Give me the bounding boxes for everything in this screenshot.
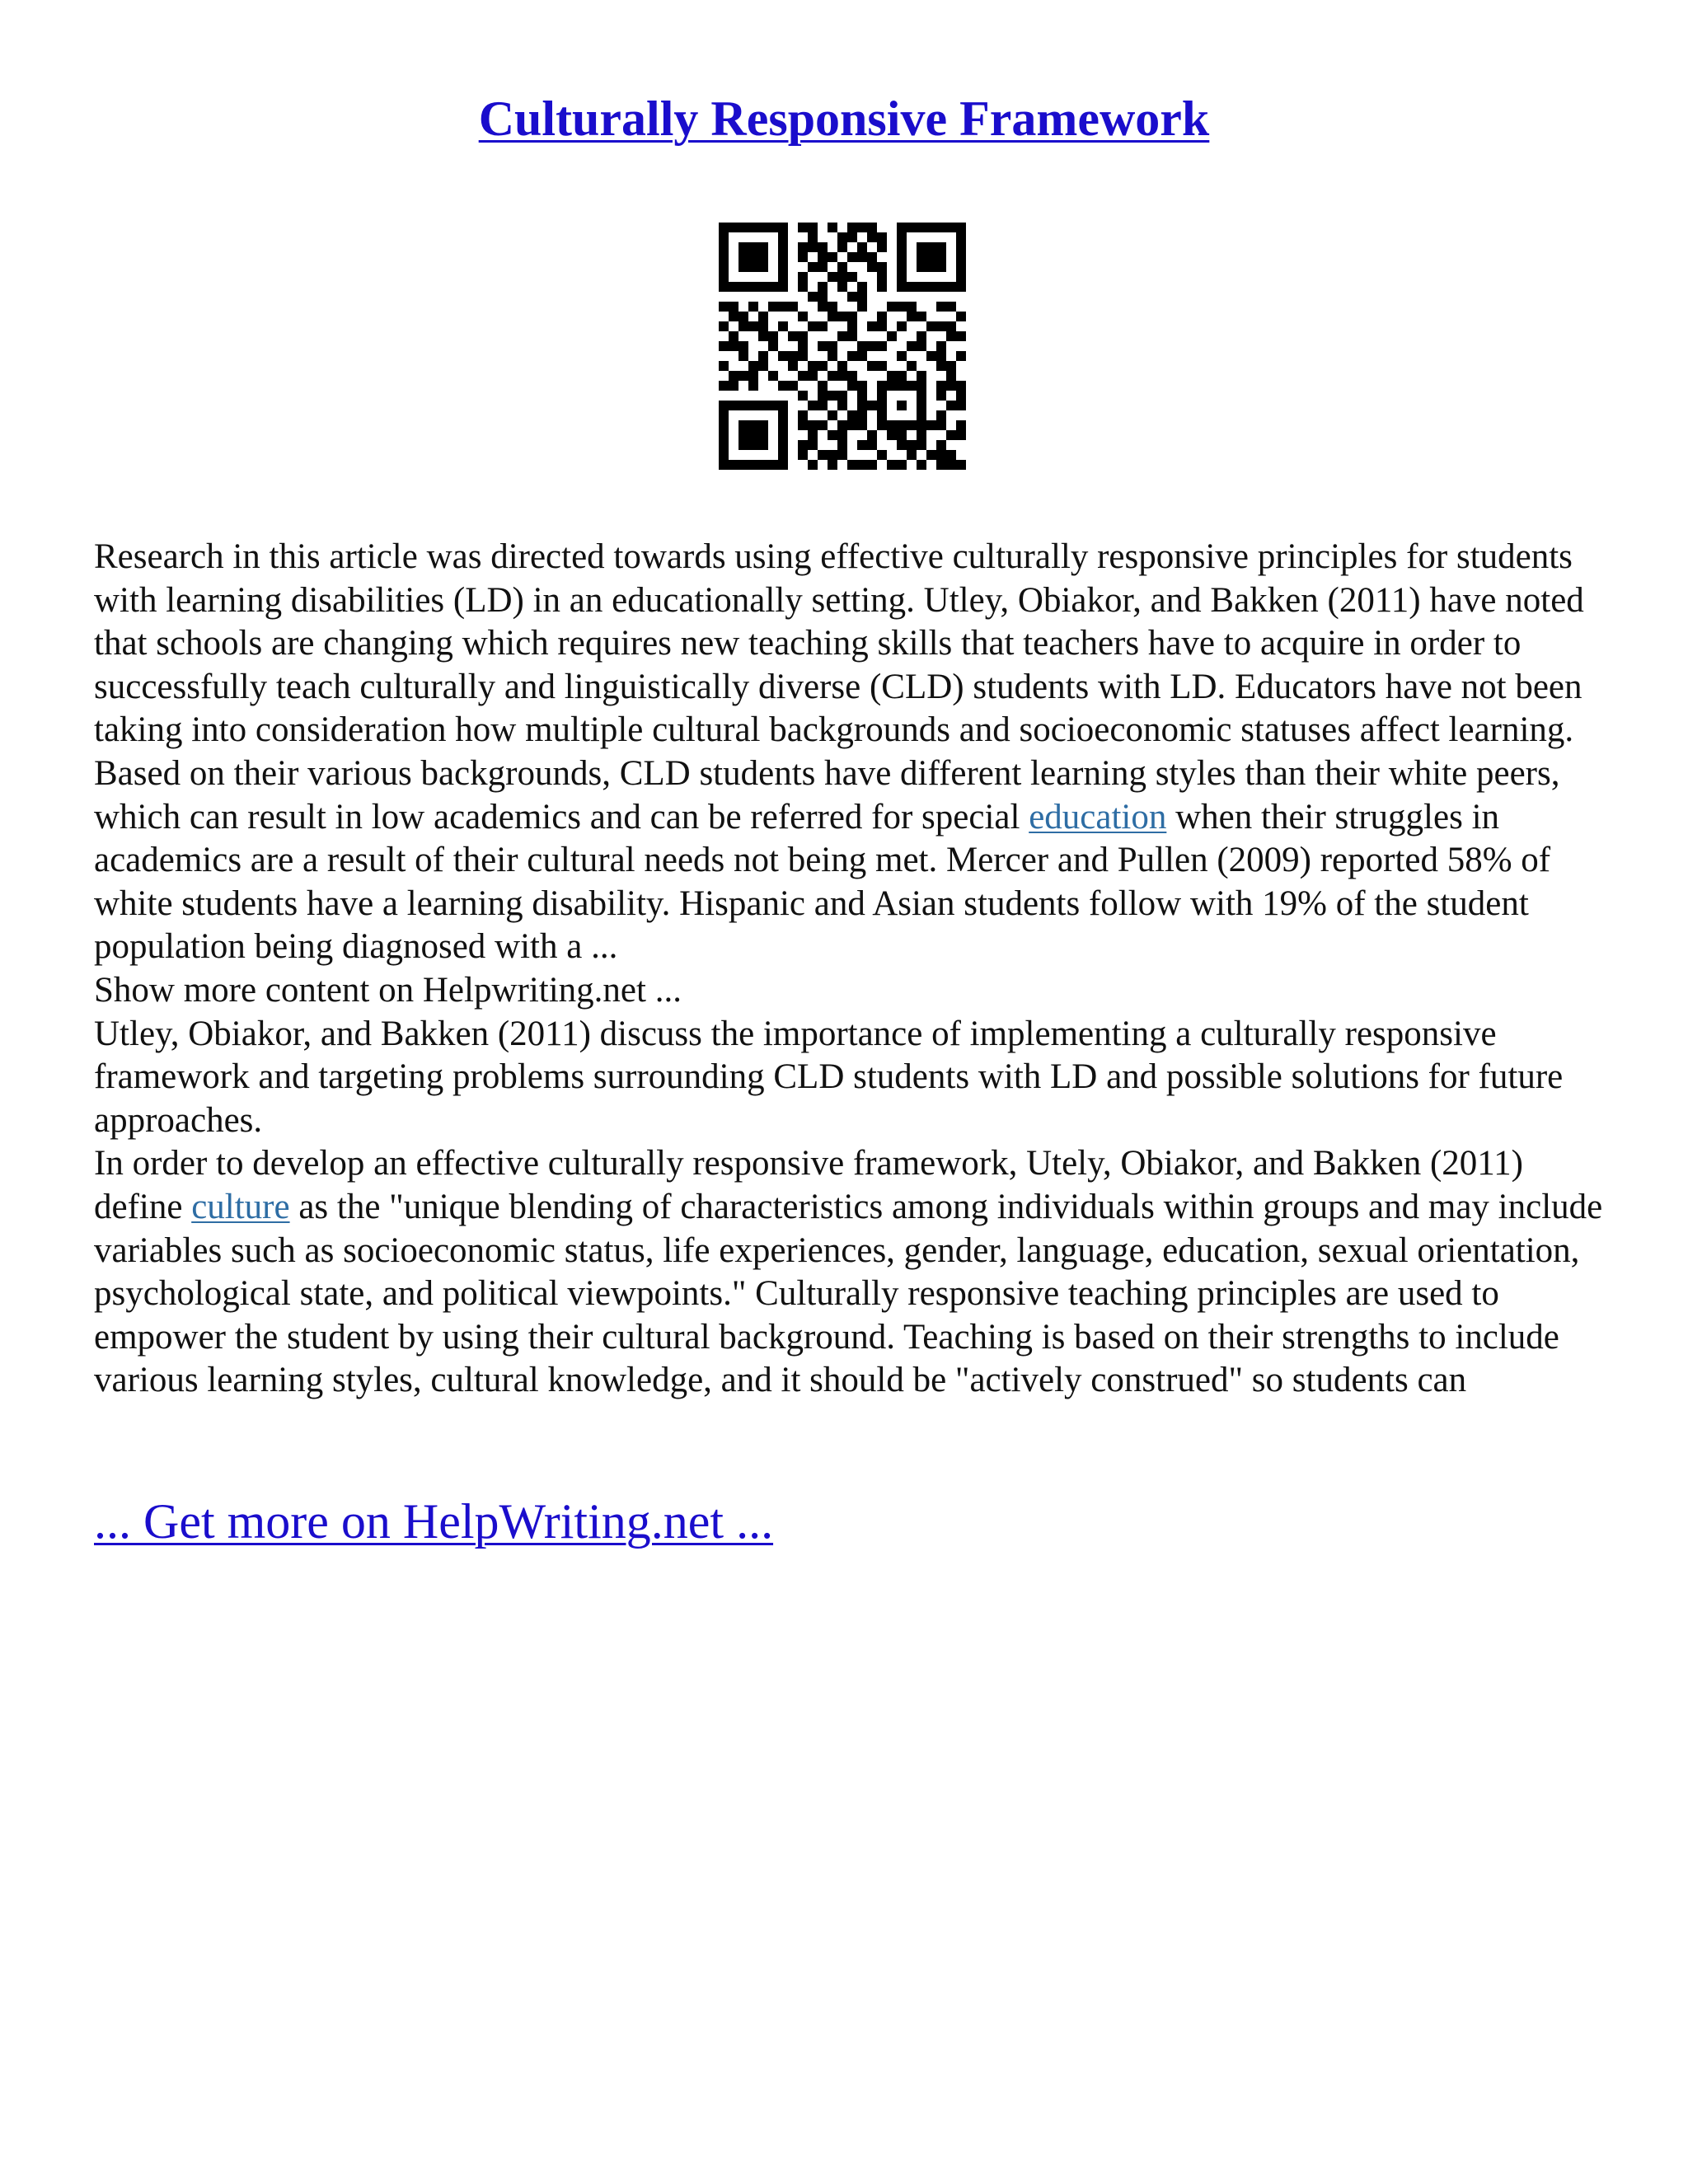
show-more-text: Show more content on Helpwriting.net ... <box>94 970 682 1010</box>
paragraph-text: when their struggles in academics are a result of their cultural needs not being met. Mercer and Pullen (2009) reported 58% of white students have a learning disability. Hispanic and Asian students follow with 19% of the student population being diagnosed with a ... <box>94 797 1551 967</box>
culture-link[interactable]: culture <box>191 1187 290 1226</box>
paragraph-text: as the "unique blending of characteristics among individuals within groups and may include variables such as socioeconomic status, life experiences, gender, language, education, sexual orientation, psychological state, and political viewpoints." Culturally responsive teaching principles are used to empower the student by using their cultural background. Teaching is based on their strengths to include various learning styles, cultural knowledge, and it should be "actively construed" so students can <box>94 1187 1603 1400</box>
get-more-link[interactable]: ... Get more on HelpWriting.net ... <box>94 1494 774 1549</box>
paragraph-text: In order to develop an effective culturally responsive framework, Utely, Obiakor, and Bakken (2011) define <box>94 1144 1524 1226</box>
get-more-container <box>94 1490 773 1553</box>
page-title <box>0 86 1688 152</box>
paragraph-research <box>94 536 1611 969</box>
paragraph-framework: Utley, Obiakor, and Bakken (2011) discuss the importance of implementing a culturally responsive framework and targeting problems surrounding CLD students with LD and possible solutions for future approaches. <box>94 1014 1564 1140</box>
title-link[interactable]: Culturally Responsive Framework <box>478 91 1210 146</box>
qr-code-image <box>719 223 966 470</box>
article-body <box>94 536 1611 1403</box>
paragraph-text: Research in this article was directed towards using effective culturally responsive principles for students with learning disabilities (LD) in an educationally setting. Utley, Obiakor, and Bakken (2011) have noted that schools are changing which requires new teaching skills that teachers have to acquire in order to successfully teach culturally and linguistically diverse (CLD) students with LD. Educators have not been taking into consideration how multiple cultural backgrounds and socioeconomic statuses affect learning. Based on their various backgrounds, CLD students have different learning styles than their white peers, which can result in low academics and can be referred for special <box>94 537 1584 837</box>
education-link[interactable]: education <box>1029 797 1167 837</box>
paragraph-culture <box>94 1142 1611 1403</box>
